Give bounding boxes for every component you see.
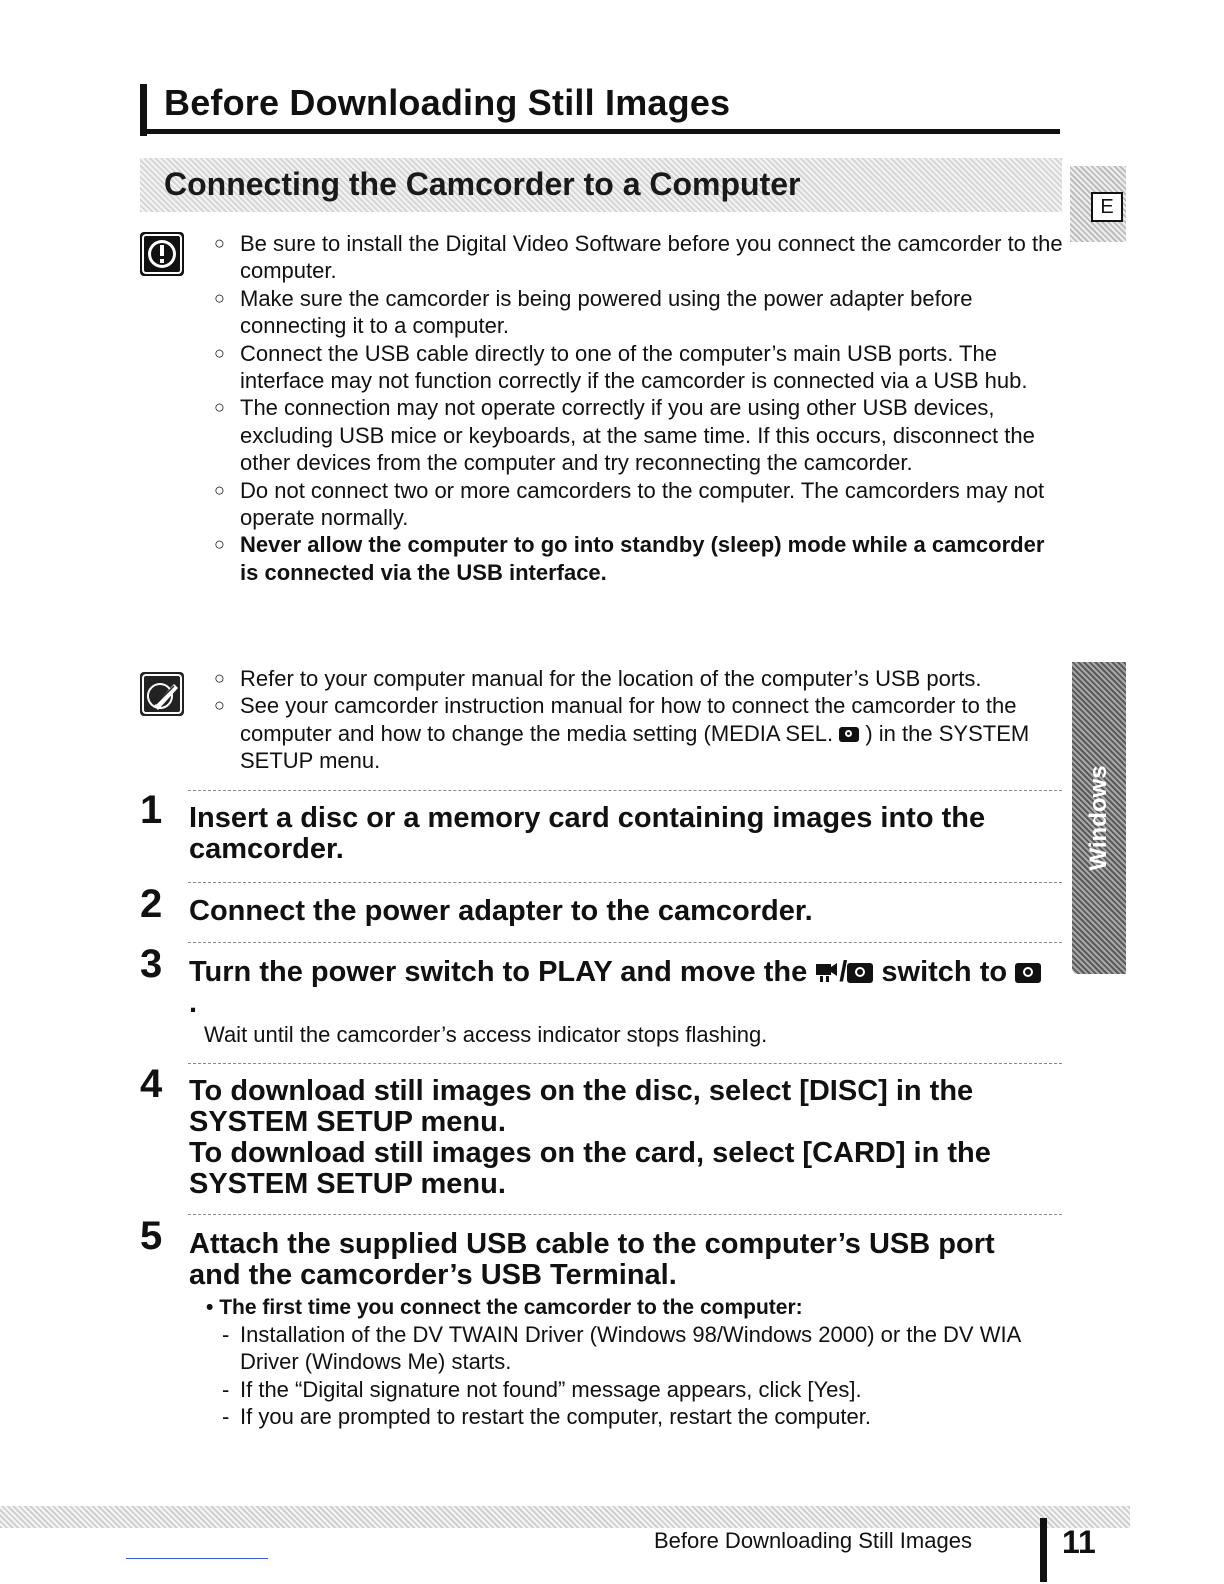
footer-blue-line (126, 1558, 268, 1559)
camera-icon (839, 727, 859, 742)
caution-bullet-list (214, 230, 1064, 586)
caution-bullet-bold: ○ Never allow the computer to go into standby (sleep) mode while a camcorder is connected via the USB interface. (214, 532, 1045, 585)
step-4-disc-text: To download still images on the disc, select [DISC] in the SYSTEM SETUP menu. (189, 1075, 974, 1138)
dash-marker: - (222, 1404, 230, 1430)
step-3-note: Wait until the camcorder’s access indicator stops flashing. (204, 1022, 768, 1047)
caution-bullet: ○ Make sure the camcorder is being powered using the power adapter before connecting it to a computer. (214, 285, 973, 339)
caution-icon (140, 232, 184, 276)
page-title: Before Downloading Still Images (164, 82, 731, 123)
bullet-circle-icon: ○ (214, 668, 225, 688)
note-bullet: ○ Refer to your computer manual for the location of the computer’s USB ports. (214, 666, 982, 691)
bullet-circle-icon: ○ (214, 479, 225, 500)
bullet-circle-icon: ○ (214, 397, 225, 418)
step-2-text: Connect the power adapter to the camcorder. (189, 895, 813, 927)
step-number: 5 (140, 1214, 163, 1258)
bullet-circle-icon: ○ (214, 534, 225, 555)
step-number: 4 (140, 1062, 163, 1106)
step-5-list (222, 1321, 1062, 1431)
footer-title: Before Downloading Still Images (654, 1528, 972, 1553)
language-tab (1070, 166, 1126, 242)
step-5-subheading: • The first time you connect the camcorder to the computer: (206, 1296, 803, 1319)
caution-bullet: ○ Do not connect two or more camcorders to the computer. The camcorders may not operate normally. (214, 477, 1045, 531)
section-heading-band (140, 158, 1062, 212)
caution-bullet: ○ Be sure to install the Digital Video Software before you connect the camcorder to the computer. (214, 231, 1063, 284)
step-number: 3 (140, 942, 163, 986)
bullet-circle-icon: ○ (214, 695, 225, 716)
dash-marker: - (222, 1322, 230, 1347)
note-bullet-list (214, 665, 1064, 775)
divider (188, 790, 1062, 791)
step-4-card-text: To download still images on the card, select [CARD] in the SYSTEM SETUP menu. (189, 1137, 991, 1200)
caution-bullet: ○ The connection may not operate correctly if you are using other USB devices, excluding USB mice or keyboards, at the same time. If this occurs, disconnect the other devices from the computer and try reconnecting the camcorder. (214, 395, 1035, 476)
caution-bullet: ○ Connect the USB cable directly to one of the computer’s main USB ports. The interface may not function correctly if the camcorder is connected via a USB hub. (214, 340, 1028, 394)
page-number: 11 (1062, 1524, 1096, 1560)
list-item: - If the “Digital signature not found” message appears, click [Yes]. (222, 1376, 862, 1402)
step-5-text: Attach the supplied USB cable to the computer’s USB port and the camcorder’s USB Terminal. (189, 1228, 995, 1291)
bullet-circle-icon: ○ (214, 287, 225, 308)
bullet-circle-icon: ○ (214, 342, 225, 363)
side-tab-label: Windows (1085, 765, 1112, 871)
divider (188, 882, 1062, 883)
divider (188, 942, 1062, 943)
bullet-circle-icon: ○ (214, 233, 225, 253)
title-bar (140, 84, 147, 136)
step-number: 2 (140, 882, 163, 926)
dash-marker: - (222, 1376, 230, 1402)
movie-mode-icon (815, 957, 839, 988)
step-3-text: Turn the power switch to PLAY and move the / switch to . (189, 957, 1049, 1019)
footer-band (0, 1506, 1130, 1528)
footer-bar (1040, 1518, 1047, 1582)
note-bullet: ○ See your camcorder instruction manual for how to connect the camcorder to the computer and how to change the media setting (MEDIA SEL. ) in the SYSTEM SETUP menu. (214, 693, 1030, 774)
step-1-text: Insert a disc or a memory card containing images into the camcorder. (189, 802, 986, 865)
list-item: - If you are prompted to restart the computer, restart the computer. (222, 1404, 871, 1430)
camera-icon (1015, 963, 1041, 983)
list-item: - Installation of the DV TWAIN Driver (Windows 98/Windows 2000) or the DV WIA Driver (Windows Me) starts. (222, 1322, 1021, 1375)
camera-icon (847, 963, 873, 983)
step-number: 1 (140, 788, 163, 832)
bullet-dot-icon: • (206, 1296, 220, 1319)
divider (188, 1214, 1062, 1215)
page-title-block (140, 78, 1060, 134)
divider (188, 1063, 1062, 1064)
windows-side-tab (1072, 662, 1126, 974)
section-title: Connecting the Camcorder to a Computer (164, 166, 801, 202)
note-pencil-icon (140, 672, 184, 716)
language-tab-label: E (1091, 192, 1123, 222)
